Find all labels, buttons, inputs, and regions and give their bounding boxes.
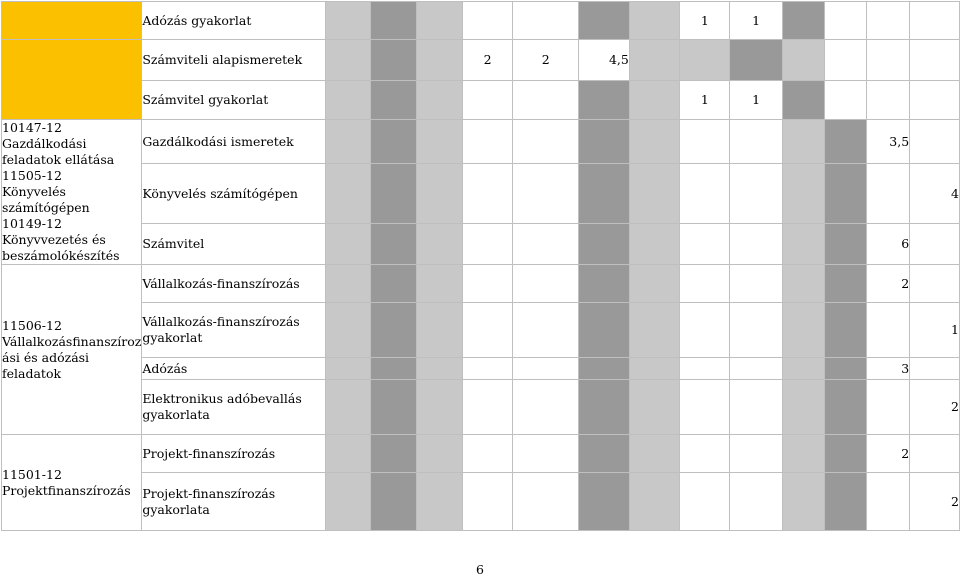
page-number: 6 xyxy=(476,562,484,577)
table-row xyxy=(2,223,960,264)
table-row xyxy=(2,120,960,164)
table-row xyxy=(2,435,960,473)
module-name-line: feladatok xyxy=(2,365,62,381)
module-code: 11506-12 xyxy=(2,317,62,333)
subject-cell: Projekt-finanszírozás xyxy=(142,435,325,473)
subject-cell: Gazdálkodási ismeretek xyxy=(142,120,325,164)
module-code: 11501-12 xyxy=(2,466,62,482)
module-cell xyxy=(2,435,142,531)
subject-cell: Számvitel gyakorlat xyxy=(142,81,325,120)
module-name-line: ási és adózási xyxy=(2,349,90,365)
table-row xyxy=(2,2,960,40)
module-name-line: Gazdálkodási xyxy=(2,136,87,151)
value-cell: 2 xyxy=(462,40,513,81)
subject-cell: Vállalkozás-finanszírozás gyakorlat xyxy=(142,303,325,358)
table-row xyxy=(2,40,960,81)
value-cell: 1 xyxy=(680,81,730,120)
module-name-line: Vállalkozásfinanszíroz xyxy=(2,333,142,349)
module-name-line: Könyvvezetés és xyxy=(2,232,106,247)
module-code: 11505-12 xyxy=(2,168,62,183)
table-row xyxy=(2,473,960,531)
table-row xyxy=(2,380,960,435)
value-cell: 4 xyxy=(910,164,960,224)
table-row xyxy=(2,265,960,303)
module-code: 10149-12 xyxy=(2,216,62,231)
module-name-line: Könyvelés xyxy=(2,184,66,199)
value-cell: 2 xyxy=(910,380,960,435)
subject-cell: Számviteli alapismeretek xyxy=(142,40,325,81)
subject-cell: Számvitel xyxy=(142,223,325,264)
value-cell: 1 xyxy=(730,2,783,40)
value-cell: 6 xyxy=(867,223,910,264)
module-name-line: számítógépen xyxy=(2,200,90,215)
value-cell: 2 xyxy=(867,265,910,303)
value-cell: 3 xyxy=(867,358,910,380)
table-row xyxy=(2,164,960,224)
module-cell xyxy=(2,265,142,435)
value-cell: 4,5 xyxy=(579,40,630,81)
subject-cell: Projekt-finanszírozás gyakorlata xyxy=(142,473,325,531)
value-cell: 1 xyxy=(910,303,960,358)
value-cell: 3,5 xyxy=(867,120,910,164)
table-row xyxy=(2,81,960,120)
subject-cell: Könyvelés számítógépen xyxy=(142,164,325,224)
curriculum-table xyxy=(1,1,960,531)
subject-cell: Adózás gyakorlat xyxy=(142,2,325,40)
module-cell-empty xyxy=(2,2,142,40)
value-cell: 1 xyxy=(680,2,730,40)
value-cell: 2 xyxy=(910,473,960,531)
module-cell xyxy=(2,120,142,265)
table-row xyxy=(2,358,960,380)
value-cell: 1 xyxy=(730,81,783,120)
value-cell: 2 xyxy=(513,40,579,81)
subject-cell: Elektronikus adóbevallás gyakorlata xyxy=(142,380,325,435)
module-name-line: beszámolókészítés xyxy=(2,248,120,263)
subject-cell: Adózás xyxy=(142,358,325,380)
module-name-line: Projektfinanszírozás xyxy=(2,482,131,498)
table-row xyxy=(2,303,960,358)
module-code: 10147-12 xyxy=(2,120,62,135)
subject-cell: Vállalkozás-finanszírozás xyxy=(142,265,325,303)
module-name-line: feladatok ellátása xyxy=(2,152,115,167)
value-cell: 2 xyxy=(867,435,910,473)
